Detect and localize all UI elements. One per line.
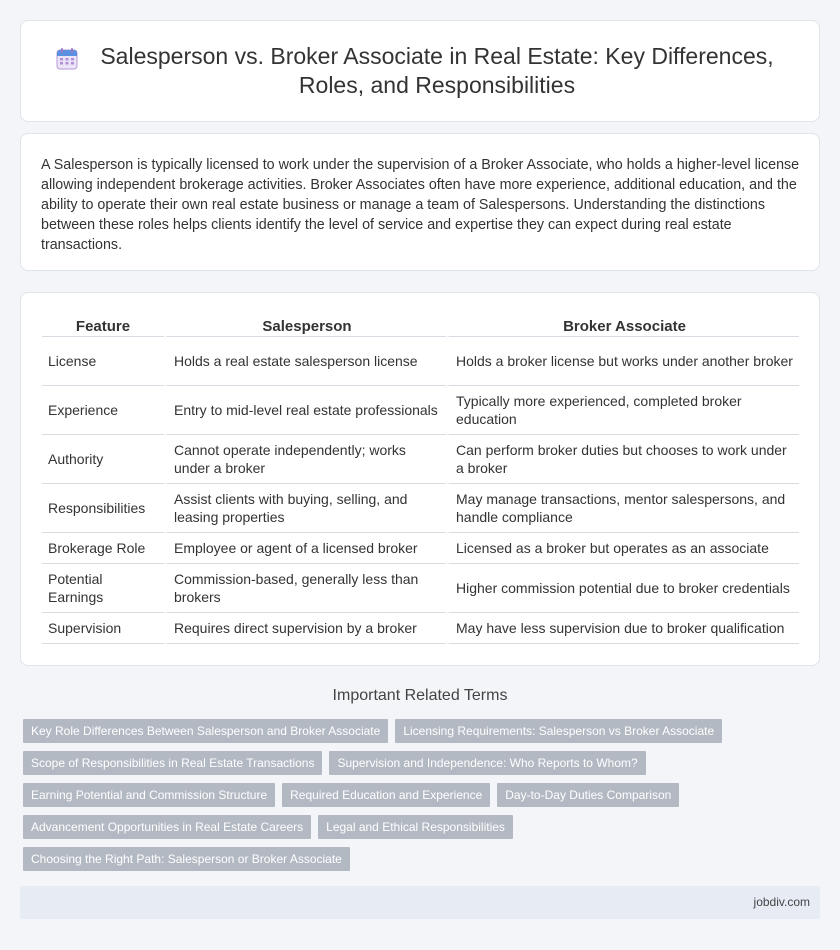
related-term-link[interactable]: Supervision and Independence: Who Reports to Whom? — [329, 751, 645, 775]
broker-associate-cell: Typically more experienced, completed broker education — [446, 386, 799, 435]
related-term-link[interactable]: Advancement Opportunities in Real Estate Careers — [23, 815, 311, 839]
feature-cell: License — [42, 337, 164, 386]
table-row — [42, 484, 799, 533]
salesperson-cell: Requires direct supervision by a broker — [164, 613, 446, 644]
header-salesperson: Salesperson — [164, 315, 446, 337]
intro-card — [20, 133, 820, 271]
broker-associate-cell: Higher commission potential due to broker credentials — [446, 564, 799, 613]
related-terms-list — [23, 719, 803, 879]
table-row — [42, 337, 799, 386]
related-term-link[interactable]: Earning Potential and Commission Structure — [23, 783, 275, 807]
intro-paragraph: A Salesperson is typically licensed to work under the supervision of a Broker Associate, who holds a higher-level license allowing independent brokerage activities. Broker Associates often have more experience, additional education, and the ability to operate their own real estate business or manage a team of Salespersons. Understanding the distinctions between these roles helps clients identify the level of service and expertise they can expect during real estate transactions. — [41, 157, 800, 253]
related-term-link[interactable]: Licensing Requirements: Salesperson vs Broker Associate — [395, 719, 722, 743]
table-header-row — [42, 315, 799, 337]
broker-associate-cell: May have less supervision due to broker qualification — [446, 613, 799, 644]
feature-cell: Responsibilities — [42, 484, 164, 533]
page-title: Salesperson vs. Broker Associate in Real Estate: Key Differences, Roles, and Responsibilities — [100, 43, 774, 98]
header-feature: Feature — [42, 315, 164, 337]
related-term-link[interactable]: Legal and Ethical Responsibilities — [318, 815, 513, 839]
table-row — [42, 435, 799, 484]
table-row — [42, 386, 799, 435]
footer-site-link[interactable]: jobdiv.com — [753, 895, 810, 909]
comparison-table — [42, 315, 799, 644]
broker-associate-cell: Holds a broker license but works under another broker — [446, 337, 799, 386]
header-broker-associate: Broker Associate — [446, 315, 799, 337]
broker-associate-cell: Licensed as a broker but operates as an associate — [446, 533, 799, 564]
salesperson-cell: Holds a real estate salesperson license — [164, 337, 446, 386]
broker-associate-cell: Can perform broker duties but chooses to work under a broker — [446, 435, 799, 484]
related-term-link[interactable]: Choosing the Right Path: Salesperson or Broker Associate — [23, 847, 350, 871]
related-term-link[interactable]: Day-to-Day Duties Comparison — [497, 783, 679, 807]
feature-cell: Supervision — [42, 613, 164, 644]
feature-cell: Potential Earnings — [42, 564, 164, 613]
comparison-card — [20, 292, 820, 666]
related-term-link[interactable]: Scope of Responsibilities in Real Estate Transactions — [23, 751, 322, 775]
salesperson-cell: Cannot operate independently; works under a broker — [164, 435, 446, 484]
feature-cell: Brokerage Role — [42, 533, 164, 564]
table-row — [42, 533, 799, 564]
footer — [20, 886, 820, 919]
salesperson-cell: Commission-based, generally less than brokers — [164, 564, 446, 613]
title-card — [20, 20, 820, 122]
salesperson-cell: Assist clients with buying, selling, and leasing properties — [164, 484, 446, 533]
salesperson-cell: Entry to mid-level real estate professionals — [164, 386, 446, 435]
broker-associate-cell: May manage transactions, mentor salespersons, and handle compliance — [446, 484, 799, 533]
feature-cell: Authority — [42, 435, 164, 484]
related-term-link[interactable]: Key Role Differences Between Salesperson and Broker Associate — [23, 719, 388, 743]
table-row — [42, 564, 799, 613]
table-row — [42, 613, 799, 644]
salesperson-cell: Employee or agent of a licensed broker — [164, 533, 446, 564]
feature-cell: Experience — [42, 386, 164, 435]
related-terms-heading: Important Related Terms — [332, 687, 508, 704]
related-term-link[interactable]: Required Education and Experience — [282, 783, 490, 807]
